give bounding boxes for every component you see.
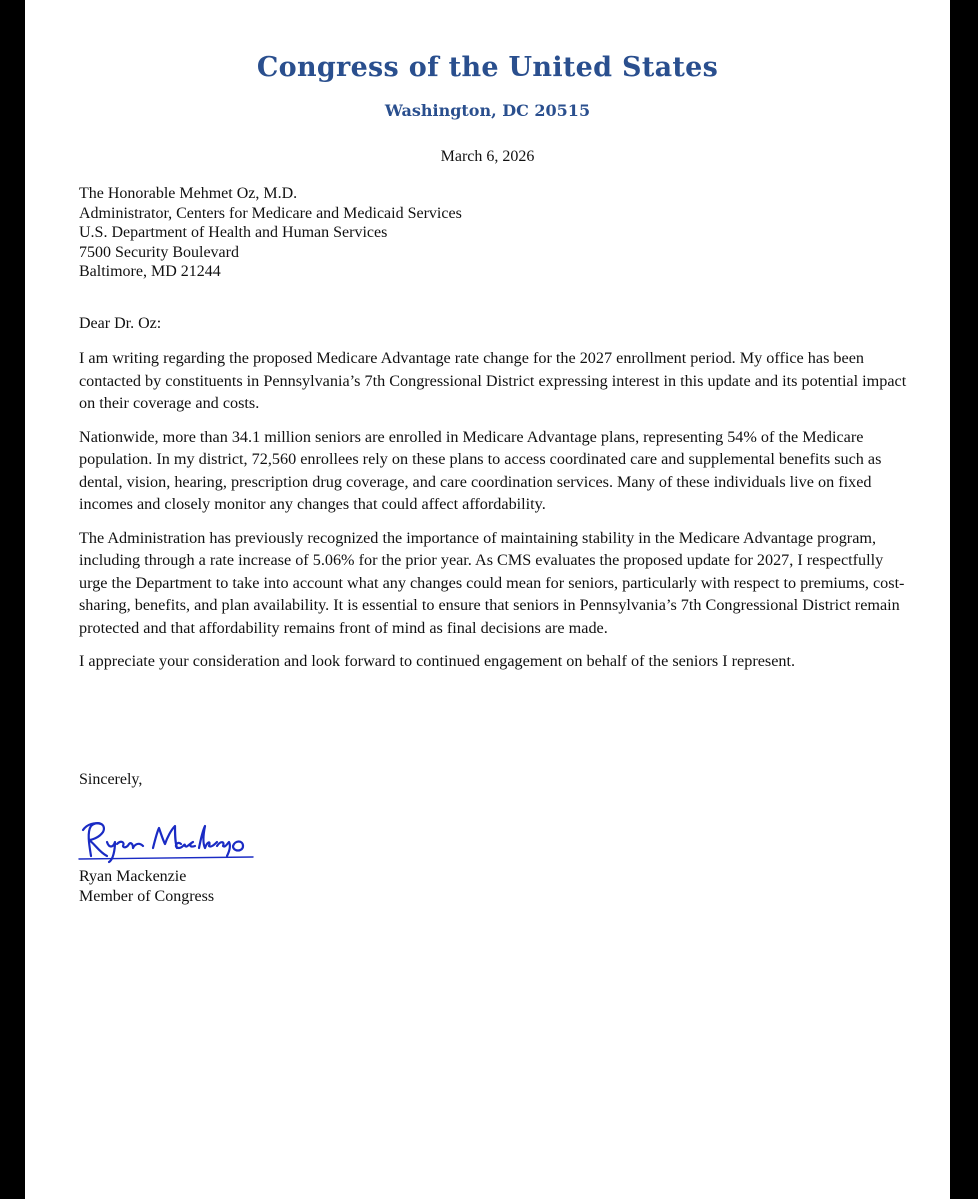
signer-block [79,867,214,907]
closing: Sincerely, [79,771,143,788]
recipient-address-block [79,184,462,282]
letter-date: March 6, 2026 [440,148,535,165]
recipient-name: The Honorable Mehmet Oz, M.D. [79,185,298,202]
body-paragraph: I appreciate your consideration and look forward to continued engagement on behalf of the seniors I represent. [79,652,796,670]
salutation: Dear Dr. Oz: [79,315,162,332]
letter-body [79,347,909,684]
left-black-border [0,0,25,1199]
body-paragraph: Nationwide, more than 34.1 million seniors are enrolled in Medicare Advantage plans, representing 54% of the Medicare population. In my district, 72,560 enrollees rely on these plans to access coordinated care and supplemental benefits such as dental, vision, hearing, prescription drug coverage, and care coordination services. Many of these individuals live on fixed incomes and closely monitor any changes that could affect affordability. [79,427,882,513]
letter-page [25,0,950,1199]
recipient-department: U.S. Department of Health and Human Services [79,224,388,241]
body-paragraph: The Administration has previously recognized the importance of maintaining stability in the Medicare Advantage program, including through a rate increase of 5.06% for the prior year. As CMS evaluates the proposed update for 2027, I respectfully urge the Department to take into account what any changes could mean for seniors, particularly with respect to premiums, cost-sharing, benefits, and plan availability. It is essential to ensure that seniors in Pennsylvania’s 7th Congressional District remain protected and that affordability remains front of mind as final decisions are made. [79,528,905,637]
signer-title: Member of Congress [79,888,215,905]
letterhead-address: Washington, DC 20515 [384,101,591,120]
body-paragraph: I am writing regarding the proposed Medicare Advantage rate change for the 2027 enrollment period. My office has been contacted by constituents in Pennsylvania’s 7th Congressional District expressing interest in this update and its potential impact on their coverage and costs. [79,349,907,412]
signer-name: Ryan Mackenzie [79,868,187,885]
handwritten-signature [77,818,255,864]
right-black-border [950,0,978,1199]
recipient-street: 7500 Security Boulevard [79,243,239,261]
letterhead-title: Congress of the United States [256,52,719,83]
recipient-title: Administrator, Centers for Medicare and Medicaid Services [79,204,462,222]
recipient-city: Baltimore, MD 21244 [79,263,221,280]
